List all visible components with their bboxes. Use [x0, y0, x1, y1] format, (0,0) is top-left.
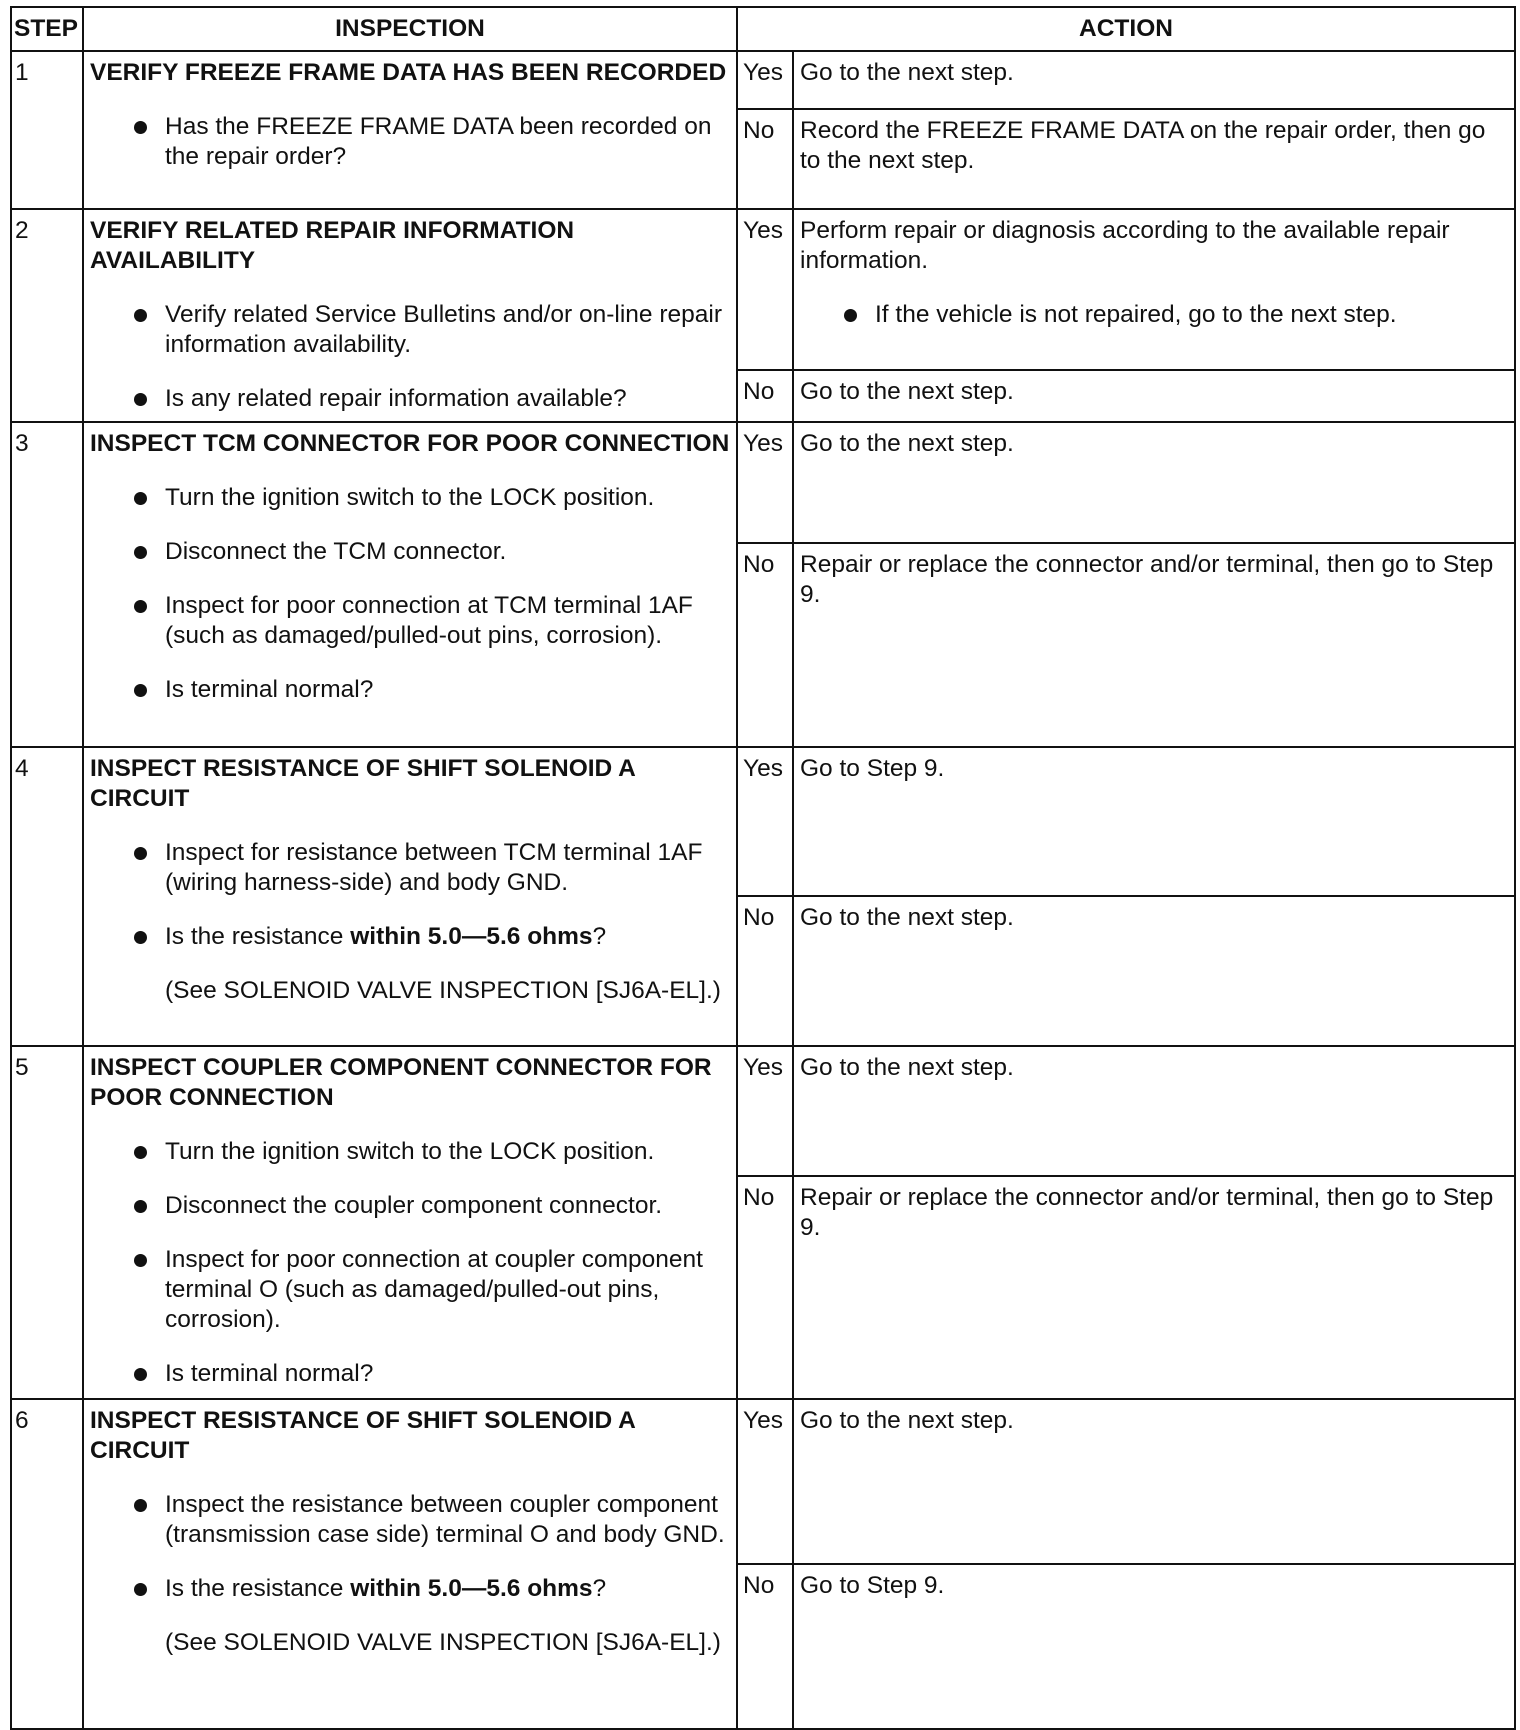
bullet-icon	[134, 1200, 147, 1213]
step-4-yes-row	[11, 747, 1515, 896]
bullet-icon	[134, 684, 147, 697]
inspection-cell	[83, 747, 737, 1046]
inspection-cell	[83, 1046, 737, 1399]
inspection-reference: (See SOLENOID VALVE INSPECTION [SJ6A-EL].)	[165, 977, 721, 1004]
inspection-cell	[83, 1399, 737, 1729]
bullet-icon	[134, 600, 147, 613]
bullet-icon	[134, 546, 147, 559]
inspection-list	[90, 838, 730, 1006]
inspection-title: INSPECT RESISTANCE OF SHIFT SOLENOID A CIRCUIT	[90, 755, 635, 812]
inspection-title: INSPECT RESISTANCE OF SHIFT SOLENOID A CIRCUIT	[90, 1407, 635, 1464]
step-number: 6	[11, 1399, 83, 1729]
action-item: If the vehicle is not repaired, go to the next step.	[800, 300, 1508, 330]
inspection-item: Inspect the resistance between coupler component (transmission case side) terminal O and body GND.	[90, 1490, 730, 1550]
step-5-yes-row	[11, 1046, 1515, 1176]
bullet-icon	[134, 309, 147, 322]
inspection-list	[90, 1490, 730, 1658]
inspection-reference: (See SOLENOID VALVE INSPECTION [SJ6A-EL].)	[165, 1629, 721, 1656]
bullet-icon	[134, 492, 147, 505]
step-number: 5	[11, 1046, 83, 1399]
no-label: No	[737, 109, 793, 209]
inspection-item: Inspect for poor connection at coupler component terminal O (such as damaged/pulled-out pins, corrosion).	[90, 1245, 730, 1335]
bullet-icon	[134, 931, 147, 944]
step-number: 3	[11, 422, 83, 747]
inspection-question: Is the resistance within 5.0—5.6 ohms?	[90, 922, 730, 952]
yes-action: Go to Step 9.	[793, 747, 1515, 896]
inspection-item: Turn the ignition switch to the LOCK position.	[90, 483, 730, 513]
inspection-item: Is terminal normal?	[90, 1359, 730, 1389]
inspection-list	[90, 112, 730, 172]
step-3-yes-row	[11, 422, 1515, 543]
bullet-icon	[134, 121, 147, 134]
no-label: No	[737, 1564, 793, 1729]
step-6-yes-row	[11, 1399, 1515, 1564]
bullet-icon	[134, 1499, 147, 1512]
no-action: Repair or replace the connector and/or terminal, then go to Step 9.	[793, 543, 1515, 747]
diagnostic-table	[10, 6, 1516, 1730]
step-number: 1	[11, 51, 83, 209]
bullet-icon	[134, 1146, 147, 1159]
no-label: No	[737, 896, 793, 1046]
yes-action: Go to the next step.	[793, 1399, 1515, 1564]
step-2-yes-row	[11, 209, 1515, 370]
yes-action: Go to the next step.	[793, 51, 1515, 109]
no-label: No	[737, 370, 793, 422]
no-action: Go to the next step.	[793, 896, 1515, 1046]
inspection-list	[90, 300, 730, 414]
inspection-item: Disconnect the TCM connector.	[90, 537, 730, 567]
bullet-icon	[134, 393, 147, 406]
inspection-title: INSPECT TCM CONNECTOR FOR POOR CONNECTION	[90, 430, 730, 457]
yes-action: Go to the next step.	[793, 1046, 1515, 1176]
inspection-item: Disconnect the coupler component connector.	[90, 1191, 730, 1221]
inspection-item: Has the FREEZE FRAME DATA been recorded on the repair order?	[90, 112, 730, 172]
header-row	[11, 7, 1515, 51]
inspection-cell	[83, 422, 737, 747]
inspection-item: Is any related repair information available?	[90, 384, 730, 414]
no-action: Repair or replace the connector and/or terminal, then go to Step 9.	[793, 1176, 1515, 1399]
header-step: STEP	[11, 7, 83, 51]
yes-label: Yes	[737, 1046, 793, 1176]
yes-label: Yes	[737, 209, 793, 370]
step-number: 2	[11, 209, 83, 422]
inspection-list	[90, 1137, 730, 1389]
inspection-item: Inspect for resistance between TCM terminal 1AF (wiring harness-side) and body GND.	[90, 838, 730, 898]
no-label: No	[737, 543, 793, 747]
header-inspection: INSPECTION	[83, 7, 737, 51]
inspection-cell	[83, 209, 737, 422]
yes-label: Yes	[737, 747, 793, 896]
inspection-item: Verify related Service Bulletins and/or on-line repair information availability.	[90, 300, 730, 360]
yes-label: Yes	[737, 422, 793, 543]
yes-action: Perform repair or diagnosis according to the available repair information.	[800, 217, 1450, 274]
bullet-icon	[134, 1368, 147, 1381]
step-1-yes-row	[11, 51, 1515, 109]
action-list	[800, 300, 1508, 330]
no-action: Record the FREEZE FRAME DATA on the repair order, then go to the next step.	[793, 109, 1515, 209]
bullet-icon	[134, 1254, 147, 1267]
step-number: 4	[11, 747, 83, 1046]
inspection-list	[90, 483, 730, 705]
inspection-title: INSPECT COUPLER COMPONENT CONNECTOR FOR POOR CONNECTION	[90, 1054, 712, 1111]
yes-label: Yes	[737, 1399, 793, 1564]
inspection-item: Is terminal normal?	[90, 675, 730, 705]
inspection-cell	[83, 51, 737, 209]
inspection-item: Inspect for poor connection at TCM terminal 1AF (such as damaged/pulled-out pins, corrosion).	[90, 591, 730, 651]
yes-label: Yes	[737, 51, 793, 109]
inspection-title: VERIFY RELATED REPAIR INFORMATION AVAILABILITY	[90, 217, 575, 274]
no-label: No	[737, 1176, 793, 1399]
no-action: Go to the next step.	[793, 370, 1515, 422]
yes-action: Go to the next step.	[793, 422, 1515, 543]
inspection-title: VERIFY FREEZE FRAME DATA HAS BEEN RECORDED	[90, 59, 727, 86]
bullet-icon	[844, 309, 857, 322]
no-action: Go to Step 9.	[793, 1564, 1515, 1729]
inspection-question: Is the resistance within 5.0—5.6 ohms?	[90, 1574, 730, 1604]
inspection-item: Turn the ignition switch to the LOCK position.	[90, 1137, 730, 1167]
bullet-icon	[134, 847, 147, 860]
header-action: ACTION	[737, 7, 1515, 51]
bullet-icon	[134, 1583, 147, 1596]
yes-action-cell	[793, 209, 1515, 370]
